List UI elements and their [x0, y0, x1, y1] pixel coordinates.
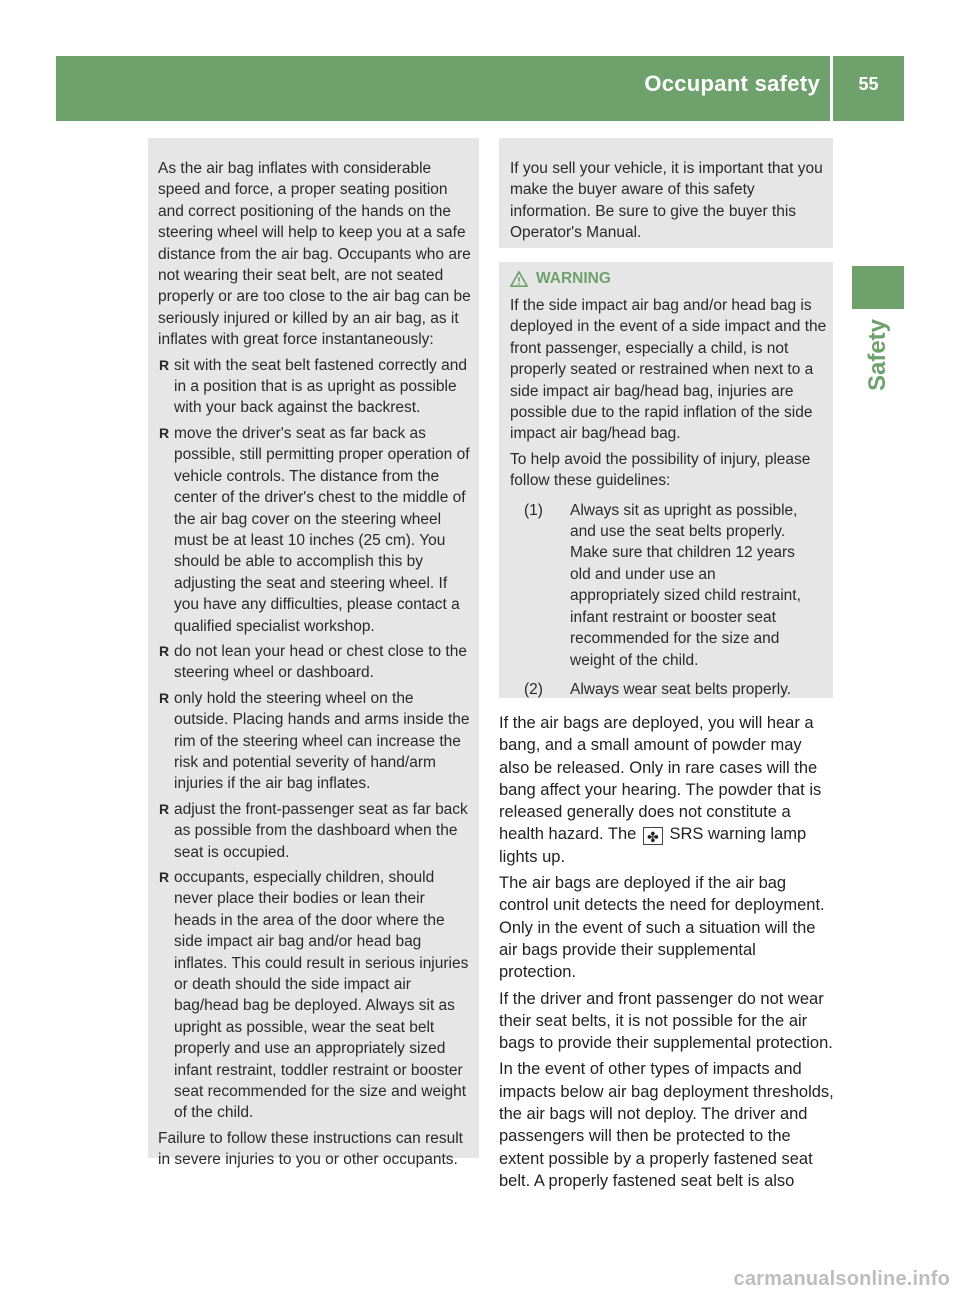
warning-paragraph: If the side impact air bag and/or head bag is deployed in the event of a side impact and the front passenger, especially a child, is not properly seated or restrained when next to a side impact air bag/head bag, injuries are possible due to the rapid inflation of the side impact air bag/head bag.	[510, 297, 827, 443]
resale-note-box	[499, 138, 833, 248]
threshold-paragraph: In the event of other types of impacts and impacts below air bag deployment thresholds, the air bags will not deploy. The driver and passengers will then be protected to the extent possible by a properly fastened seat belt. A properly fastened seat belt is also	[499, 1060, 834, 1190]
control-unit-paragraph: The air bags are deployed if the air bag control unit detects the need for deployment. Only in the event of such a situation will the air bags provide their supplemental protection.	[499, 874, 825, 982]
bullet-icon: R	[159, 356, 170, 373]
seat-belt-paragraph: If the driver and front passenger do not wear their seat belts, it is not possible for the air bags to provide their supplemental protection.	[499, 989, 833, 1053]
guideline-list	[158, 355, 471, 1124]
item-number: (2)	[524, 680, 543, 698]
intro-paragraph: As the air bag inflates with considerable speed and force, a proper seating position and correct positioning of the hands on the steering wheel will help to keep you at a safe distance from the air bag. Occupants who are not wearing their seat belt, are not seated properly or are too close to the air bag can be seriously injured or killed by an air bag, as it inflates with great force instantaneously:	[158, 160, 471, 349]
bullet-icon: R	[159, 869, 170, 885]
bullet-icon: R	[159, 424, 170, 441]
list-item: R adjust the front-passenger seat as far back as possible from the dashboard when the seat is occupied.	[159, 800, 468, 861]
list-item: R only hold the steering wheel on the outside. Placing hands and arms inside the rim of the steering wheel can increase the risk and potential severity of hand/arm injuries if the air bag inflates.	[159, 689, 470, 793]
item-text: Always sit as upright as possible, and use the seat belts properly. Make sure that children 12 years old and under use an appropriately sized child restraint, infant restraint or booster seat recommended for the size and weight of the child.	[570, 501, 801, 669]
outro-paragraph: Failure to follow these instructions can result in severe injuries to you or other occupants.	[158, 1129, 463, 1169]
watermark: carmanualsonline.info	[733, 1268, 950, 1290]
list-item: R do not lean your head or chest close to the steering wheel or dashboard.	[159, 642, 467, 682]
bullet-icon: R	[159, 689, 170, 706]
section-tab-marker	[852, 266, 904, 309]
page-title: Occupant safety	[644, 71, 820, 96]
srs-warning-lamp-icon: ✤	[643, 827, 663, 845]
warning-title: WARNING	[536, 270, 611, 288]
deployment-paragraph: If the air bags are deployed, you will hear a bang, and a small amount of powder may also be released. Only in rare cases will the bang affect your hearing. The powder that is released generally does not constitute a health hazard. The ✤ SRS warning lamp lights up.	[499, 714, 822, 866]
warning-guidelines-intro: To help avoid the possibility of injury, please follow these guidelines:	[510, 450, 811, 490]
numbered-item	[510, 679, 827, 700]
warning-triangle-icon	[510, 270, 528, 288]
section-tab-label: Safety	[864, 318, 891, 392]
list-item: R move the driver's seat as far back as possible, still permitting proper operation of vehicle controls. The distance from the center of the driver's chest to the middle of the air bag cover on the steering wheel must be at least 10 inches (25 cm). You should be able to accomplish this by adjusting the seat and steering wheel. If you have any difficulties, please contact a qualified specialist workshop.	[159, 424, 470, 635]
main-body-text	[499, 712, 835, 1196]
list-item: R sit with the seat belt fastened correctly and in a position that is as upright as possible with your back against the backrest.	[159, 356, 467, 417]
bullet-icon: R	[159, 642, 170, 659]
airbag-positioning-box	[148, 138, 479, 1169]
item-text: Always wear seat belts properly.	[570, 680, 792, 698]
item-number: (1)	[524, 501, 543, 519]
resale-note-text: If you sell your vehicle, it is important that you make the buyer aware of this safety information. Be sure to give the buyer this Operator's Manual.	[510, 160, 823, 242]
warning-box	[499, 262, 833, 698]
page-number: 55	[858, 74, 879, 94]
list-item: R occupants, especially children, should never place their bodies or lean their heads in the area of the door where the side impact air bag and/or head bag inflates. This could result in serious injuries or death should the side impact air bag/head bag be deployed. Always sit as upright as possible, wear the seat belt properly and use an appropriately sized infant restraint, toddler restraint or booster seat recommended for the size and weight of the child.	[159, 869, 469, 1122]
warning-header	[510, 266, 827, 292]
numbered-item	[510, 500, 827, 671]
bullet-icon: R	[159, 800, 170, 817]
